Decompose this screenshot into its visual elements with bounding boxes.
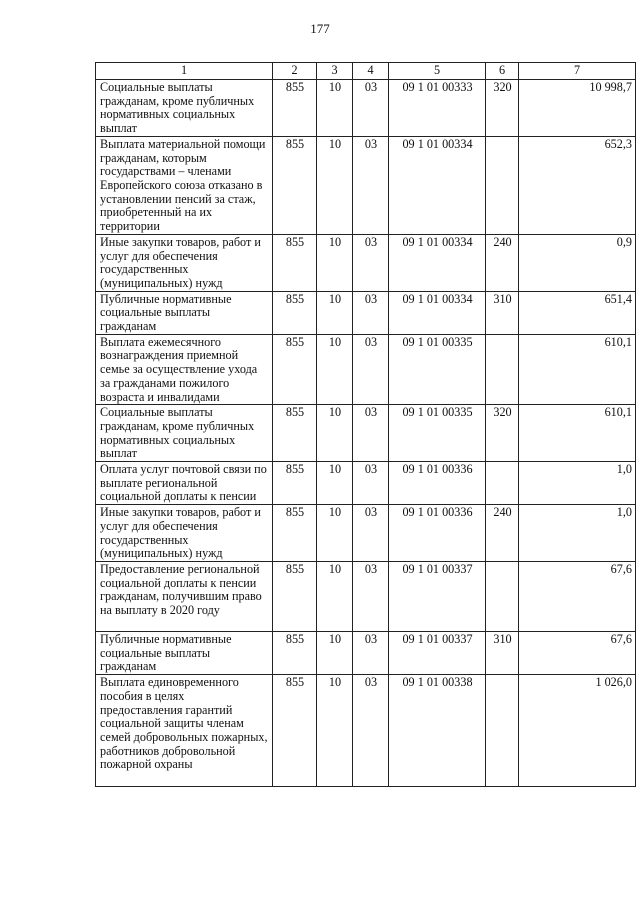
amount: 651,4 (519, 291, 636, 334)
column-header: 3 (317, 63, 353, 80)
item-name: Оплата услуг почтовой связи по выплате региональной социальной доплаты к пенсии (96, 462, 273, 505)
amount: 1,0 (519, 462, 636, 505)
subsection-code: 03 (353, 291, 389, 334)
subsection-code: 03 (353, 675, 389, 787)
section-code: 10 (317, 631, 353, 674)
amount: 610,1 (519, 405, 636, 462)
item-name: Иные закупки товаров, работ и услуг для обеспечения государственных (муниципальных) нужд (96, 234, 273, 291)
target-article: 09 1 01 00334 (389, 136, 486, 234)
subsection-code: 03 (353, 505, 389, 562)
ministry-code: 855 (273, 675, 317, 787)
column-header: 4 (353, 63, 389, 80)
item-name: Публичные нормативные социальные выплаты гражданам (96, 631, 273, 674)
table-row (96, 136, 636, 234)
section-code: 10 (317, 234, 353, 291)
target-article: 09 1 01 00338 (389, 675, 486, 787)
subsection-code: 03 (353, 631, 389, 674)
column-header: 2 (273, 63, 317, 80)
item-name: Предоставление региональной социальной доплаты к пенсии гражданам, получившим право на выплату в 2020 году (96, 561, 273, 631)
amount: 67,6 (519, 561, 636, 631)
header-row (96, 63, 636, 80)
item-name: Публичные нормативные социальные выплаты гражданам (96, 291, 273, 334)
target-article: 09 1 01 00337 (389, 631, 486, 674)
ministry-code: 855 (273, 561, 317, 631)
target-article: 09 1 01 00337 (389, 561, 486, 631)
expense-type: 240 (486, 234, 519, 291)
amount: 10 998,7 (519, 80, 636, 137)
ministry-code: 855 (273, 234, 317, 291)
expense-type: 320 (486, 405, 519, 462)
table-row (96, 631, 636, 674)
item-name: Социальные выплаты гражданам, кроме публичных нормативных социальных выплат (96, 80, 273, 137)
subsection-code: 03 (353, 334, 389, 405)
expense-type: 310 (486, 631, 519, 674)
ministry-code: 855 (273, 631, 317, 674)
target-article: 09 1 01 00335 (389, 334, 486, 405)
subsection-code: 03 (353, 80, 389, 137)
item-name: Выплата ежемесячного вознаграждения приемной семье за осуществление ухода за гражданами пожилого возраста и инвалидами (96, 334, 273, 405)
amount: 652,3 (519, 136, 636, 234)
table-row (96, 334, 636, 405)
ministry-code: 855 (273, 462, 317, 505)
item-name: Выплата материальной помощи гражданам, которым государствами – членами Европейского союза отказано в установлении пенсий за стаж, приобретенный на их территории (96, 136, 273, 234)
subsection-code: 03 (353, 234, 389, 291)
item-name: Иные закупки товаров, работ и услуг для обеспечения государственных (муниципальных) нужд (96, 505, 273, 562)
column-header: 6 (486, 63, 519, 80)
expense-type: 240 (486, 505, 519, 562)
table-row (96, 561, 636, 631)
table-row (96, 234, 636, 291)
subsection-code: 03 (353, 136, 389, 234)
table-row (96, 505, 636, 562)
item-name: Выплата единовременного пособия в целях предоставления гарантий социальной защиты членам семей добровольных пожарных, работников добровольной пожарной охраны (96, 675, 273, 787)
section-code: 10 (317, 462, 353, 505)
section-code: 10 (317, 561, 353, 631)
subsection-code: 03 (353, 561, 389, 631)
ministry-code: 855 (273, 334, 317, 405)
table-row (96, 675, 636, 787)
table-row (96, 405, 636, 462)
table-row (96, 80, 636, 137)
expense-type (486, 675, 519, 787)
amount: 610,1 (519, 334, 636, 405)
subsection-code: 03 (353, 462, 389, 505)
target-article: 09 1 01 00336 (389, 505, 486, 562)
amount: 67,6 (519, 631, 636, 674)
section-code: 10 (317, 334, 353, 405)
section-code: 10 (317, 405, 353, 462)
expense-type: 310 (486, 291, 519, 334)
column-header: 5 (389, 63, 486, 80)
expense-type (486, 462, 519, 505)
target-article: 09 1 01 00336 (389, 462, 486, 505)
item-name: Социальные выплаты гражданам, кроме публичных нормативных социальных выплат (96, 405, 273, 462)
subsection-code: 03 (353, 405, 389, 462)
target-article: 09 1 01 00333 (389, 80, 486, 137)
amount: 0,9 (519, 234, 636, 291)
target-article: 09 1 01 00335 (389, 405, 486, 462)
ministry-code: 855 (273, 291, 317, 334)
target-article: 09 1 01 00334 (389, 291, 486, 334)
section-code: 10 (317, 80, 353, 137)
ministry-code: 855 (273, 405, 317, 462)
amount: 1,0 (519, 505, 636, 562)
target-article: 09 1 01 00334 (389, 234, 486, 291)
expense-type: 320 (486, 80, 519, 137)
table-row (96, 462, 636, 505)
column-header: 7 (519, 63, 636, 80)
ministry-code: 855 (273, 80, 317, 137)
expense-type (486, 136, 519, 234)
section-code: 10 (317, 291, 353, 334)
expense-type (486, 561, 519, 631)
table-row (96, 291, 636, 334)
amount: 1 026,0 (519, 675, 636, 787)
section-code: 10 (317, 136, 353, 234)
ministry-code: 855 (273, 505, 317, 562)
page-number: 177 (310, 21, 330, 36)
ministry-code: 855 (273, 136, 317, 234)
column-header: 1 (96, 63, 273, 80)
section-code: 10 (317, 505, 353, 562)
expense-type (486, 334, 519, 405)
budget-table (95, 62, 636, 787)
section-code: 10 (317, 675, 353, 787)
